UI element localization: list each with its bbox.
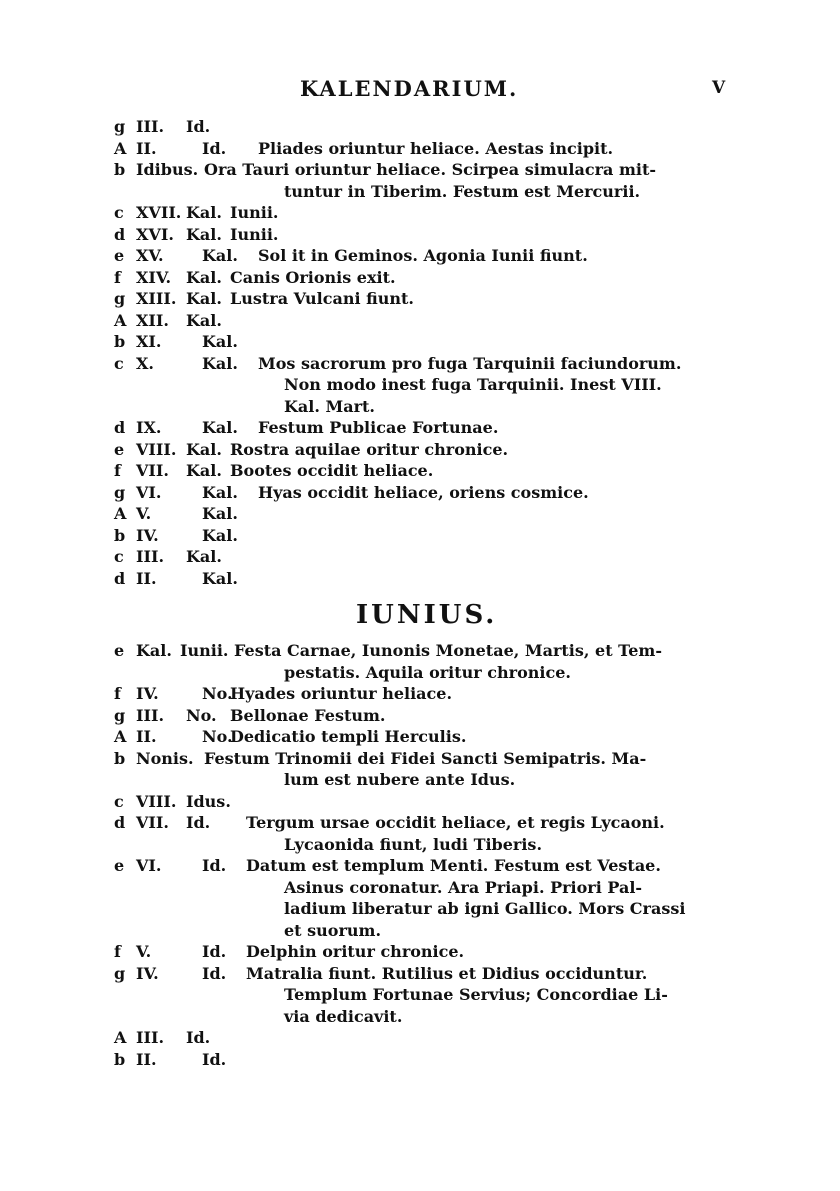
entry-text: Sol it in Geminos. Agonia Iunii fiunt. bbox=[258, 246, 588, 265]
day-number: VII. bbox=[136, 813, 169, 832]
day-number: VI. bbox=[136, 856, 162, 875]
date-unit: Id. bbox=[186, 1028, 211, 1047]
day-number: XII. bbox=[136, 310, 169, 330]
day-number: II. bbox=[136, 568, 157, 588]
dominical-letter: e bbox=[114, 439, 125, 459]
date-unit: Kal. bbox=[186, 289, 222, 308]
day-number: III. bbox=[136, 1028, 165, 1047]
day-number: XIII. bbox=[136, 289, 177, 308]
dominical-letter: d bbox=[114, 813, 126, 832]
day-number: Kal. bbox=[136, 641, 172, 660]
entry-text: Iunii. bbox=[230, 203, 279, 222]
date-unit: Kal. bbox=[186, 203, 222, 222]
day-number: II. bbox=[136, 727, 157, 746]
page-number: V bbox=[712, 78, 726, 98]
date-unit: Kal. bbox=[202, 353, 238, 373]
dominical-letter: f bbox=[114, 684, 121, 703]
continuation-text: pestatis. Aquila oritur chronice. bbox=[284, 662, 571, 682]
date-unit: Kal. bbox=[186, 310, 222, 330]
entry-text: Pliades oriuntur heliace. Aestas incipit. bbox=[258, 138, 614, 158]
continuation-text: Lycaonida fiunt, ludi Tiberis. bbox=[284, 834, 543, 854]
entry-text: Delphin oritur chronice. bbox=[246, 942, 465, 961]
day-number: II. bbox=[136, 1049, 157, 1069]
date-unit: Kal. bbox=[202, 418, 238, 437]
dominical-letter: e bbox=[114, 641, 125, 660]
dominical-letter: g bbox=[114, 289, 126, 308]
dominical-letter: e bbox=[114, 246, 125, 265]
dominical-letter: A bbox=[114, 1028, 127, 1047]
dominical-letter: b bbox=[114, 1049, 126, 1069]
continuation-text: lum est nubere ante Idus. bbox=[284, 770, 516, 789]
date-unit: Id. bbox=[202, 963, 227, 983]
day-number: II. bbox=[136, 138, 157, 158]
continuation-text: Asinus coronatur. Ara Priapi. Priori Pal- bbox=[284, 877, 643, 897]
day-number: XV. bbox=[136, 246, 164, 265]
day-number: IV. bbox=[136, 963, 159, 983]
day-number: XI. bbox=[136, 332, 162, 351]
dominical-letter: d bbox=[114, 418, 126, 437]
entry-text: Rostra aquilae oritur chronice. bbox=[230, 439, 509, 459]
date-unit: Idus. bbox=[186, 791, 231, 811]
date-unit: Kal. bbox=[202, 246, 238, 265]
day-number: IV. bbox=[136, 525, 159, 545]
day-number: V. bbox=[136, 942, 152, 961]
dominical-letter: g bbox=[114, 117, 126, 136]
entry-text: Lustra Vulcani fiunt. bbox=[230, 289, 414, 308]
entry-text: Tergum ursae occidit heliace, et regis Lycaoni. bbox=[246, 813, 665, 832]
running-header: KALENDARIUM. bbox=[300, 76, 519, 101]
date-unit: Kal. bbox=[202, 568, 238, 588]
dominical-letter: b bbox=[114, 332, 126, 351]
day-number: III. bbox=[136, 117, 165, 136]
entry-text: Matralia fiunt. Rutilius et Didius occiduntur. bbox=[246, 963, 648, 983]
dominical-letter: A bbox=[114, 138, 127, 158]
date-unit: Id. bbox=[202, 942, 227, 961]
dominical-letter: f bbox=[114, 942, 121, 961]
date-unit: Kal. bbox=[202, 482, 238, 502]
continuation-text: via dedicavit. bbox=[284, 1006, 403, 1026]
dominical-letter: g bbox=[114, 705, 126, 725]
dominical-letter: A bbox=[114, 504, 127, 523]
date-unit: Kal. bbox=[186, 267, 222, 287]
dominical-letter: A bbox=[114, 727, 127, 746]
date-unit: Id. bbox=[202, 1049, 227, 1069]
date-unit: No. bbox=[202, 684, 233, 703]
entry-text: Hyades oriuntur heliace. bbox=[230, 684, 453, 703]
continuation-text: ladium liberatur ab igni Gallico. Mors Crassi bbox=[284, 899, 686, 918]
continuation-text: Non modo inest fuga Tarquinii. Inest VIII. bbox=[284, 375, 662, 394]
date-unit: Kal. bbox=[202, 504, 238, 523]
dominical-letter: c bbox=[114, 791, 124, 811]
day-number: III. bbox=[136, 705, 165, 725]
entry-text: Datum est templum Menti. Festum est Vestae. bbox=[246, 856, 661, 875]
day-number: XVI. bbox=[136, 224, 174, 244]
day-number: Idibus. bbox=[136, 160, 199, 179]
entry-text: Bootes occidit heliace. bbox=[230, 461, 434, 480]
date-unit: Id. bbox=[202, 138, 227, 158]
dominical-letter: c bbox=[114, 203, 124, 222]
dominical-letter: f bbox=[114, 461, 121, 480]
date-unit: Id. bbox=[186, 117, 211, 136]
day-number: VI. bbox=[136, 482, 162, 502]
date-unit: Kal. bbox=[186, 461, 222, 480]
continuation-text: Templum Fortunae Servius; Concordiae Li- bbox=[284, 985, 668, 1004]
entry-text: Festum Publicae Fortunae. bbox=[258, 418, 499, 437]
dominical-letter: d bbox=[114, 568, 126, 588]
entry-text: Ora Tauri oriuntur heliace. Scirpea simulacra mit- bbox=[204, 160, 656, 179]
date-unit: Id. bbox=[202, 856, 227, 875]
continuation-text: tuntur in Tiberim. Festum est Mercurii. bbox=[284, 181, 641, 201]
date-unit: No. bbox=[186, 705, 217, 725]
date-unit: Kal. bbox=[202, 525, 238, 545]
entry-text: Hyas occidit heliace, oriens cosmice. bbox=[258, 482, 589, 502]
dominical-letter: c bbox=[114, 353, 124, 373]
dominical-letter: g bbox=[114, 482, 126, 502]
day-number: V. bbox=[136, 504, 152, 523]
day-number: XIV. bbox=[136, 267, 172, 287]
entry-text: Iunii. Festa Carnae, Iunonis Monetae, Martis, et Tem- bbox=[180, 641, 662, 660]
date-unit: Kal. bbox=[202, 332, 238, 351]
entry-text: Canis Orionis exit. bbox=[230, 267, 396, 287]
dominical-letter: b bbox=[114, 525, 126, 545]
day-number: IX. bbox=[136, 418, 162, 437]
day-number: VIII. bbox=[136, 791, 177, 811]
day-number: X. bbox=[136, 353, 154, 373]
date-unit: Kal. bbox=[186, 547, 222, 566]
dominical-letter: f bbox=[114, 267, 121, 287]
dominical-letter: d bbox=[114, 224, 126, 244]
dominical-letter: b bbox=[114, 160, 126, 179]
day-number: III. bbox=[136, 547, 165, 566]
dominical-letter: b bbox=[114, 748, 126, 768]
continuation-text: Kal. Mart. bbox=[284, 396, 375, 416]
entry-text: Iunii. bbox=[230, 224, 279, 244]
day-number: IV. bbox=[136, 684, 159, 703]
dominical-letter: e bbox=[114, 856, 125, 875]
date-unit: Kal. bbox=[186, 224, 222, 244]
date-unit: Id. bbox=[186, 813, 211, 832]
dominical-letter: g bbox=[114, 963, 126, 983]
day-number: XVII. bbox=[136, 203, 182, 222]
date-unit: Kal. bbox=[186, 439, 222, 459]
dominical-letter: A bbox=[114, 310, 127, 330]
entry-text: Festum Trinomii dei Fidei Sancti Semipatris. Ma- bbox=[204, 748, 647, 768]
continuation-text: et suorum. bbox=[284, 920, 382, 940]
day-number: Nonis. bbox=[136, 748, 194, 768]
day-number: VII. bbox=[136, 461, 169, 480]
entry-text: Bellonae Festum. bbox=[230, 705, 386, 725]
date-unit: No. bbox=[202, 727, 233, 746]
entry-text: Dedicatio templi Herculis. bbox=[230, 727, 467, 746]
section-title: IUNIUS. bbox=[356, 600, 498, 630]
entry-text: Mos sacrorum pro fuga Tarquinii faciundorum. bbox=[258, 353, 682, 373]
dominical-letter: c bbox=[114, 547, 124, 566]
day-number: VIII. bbox=[136, 439, 177, 459]
